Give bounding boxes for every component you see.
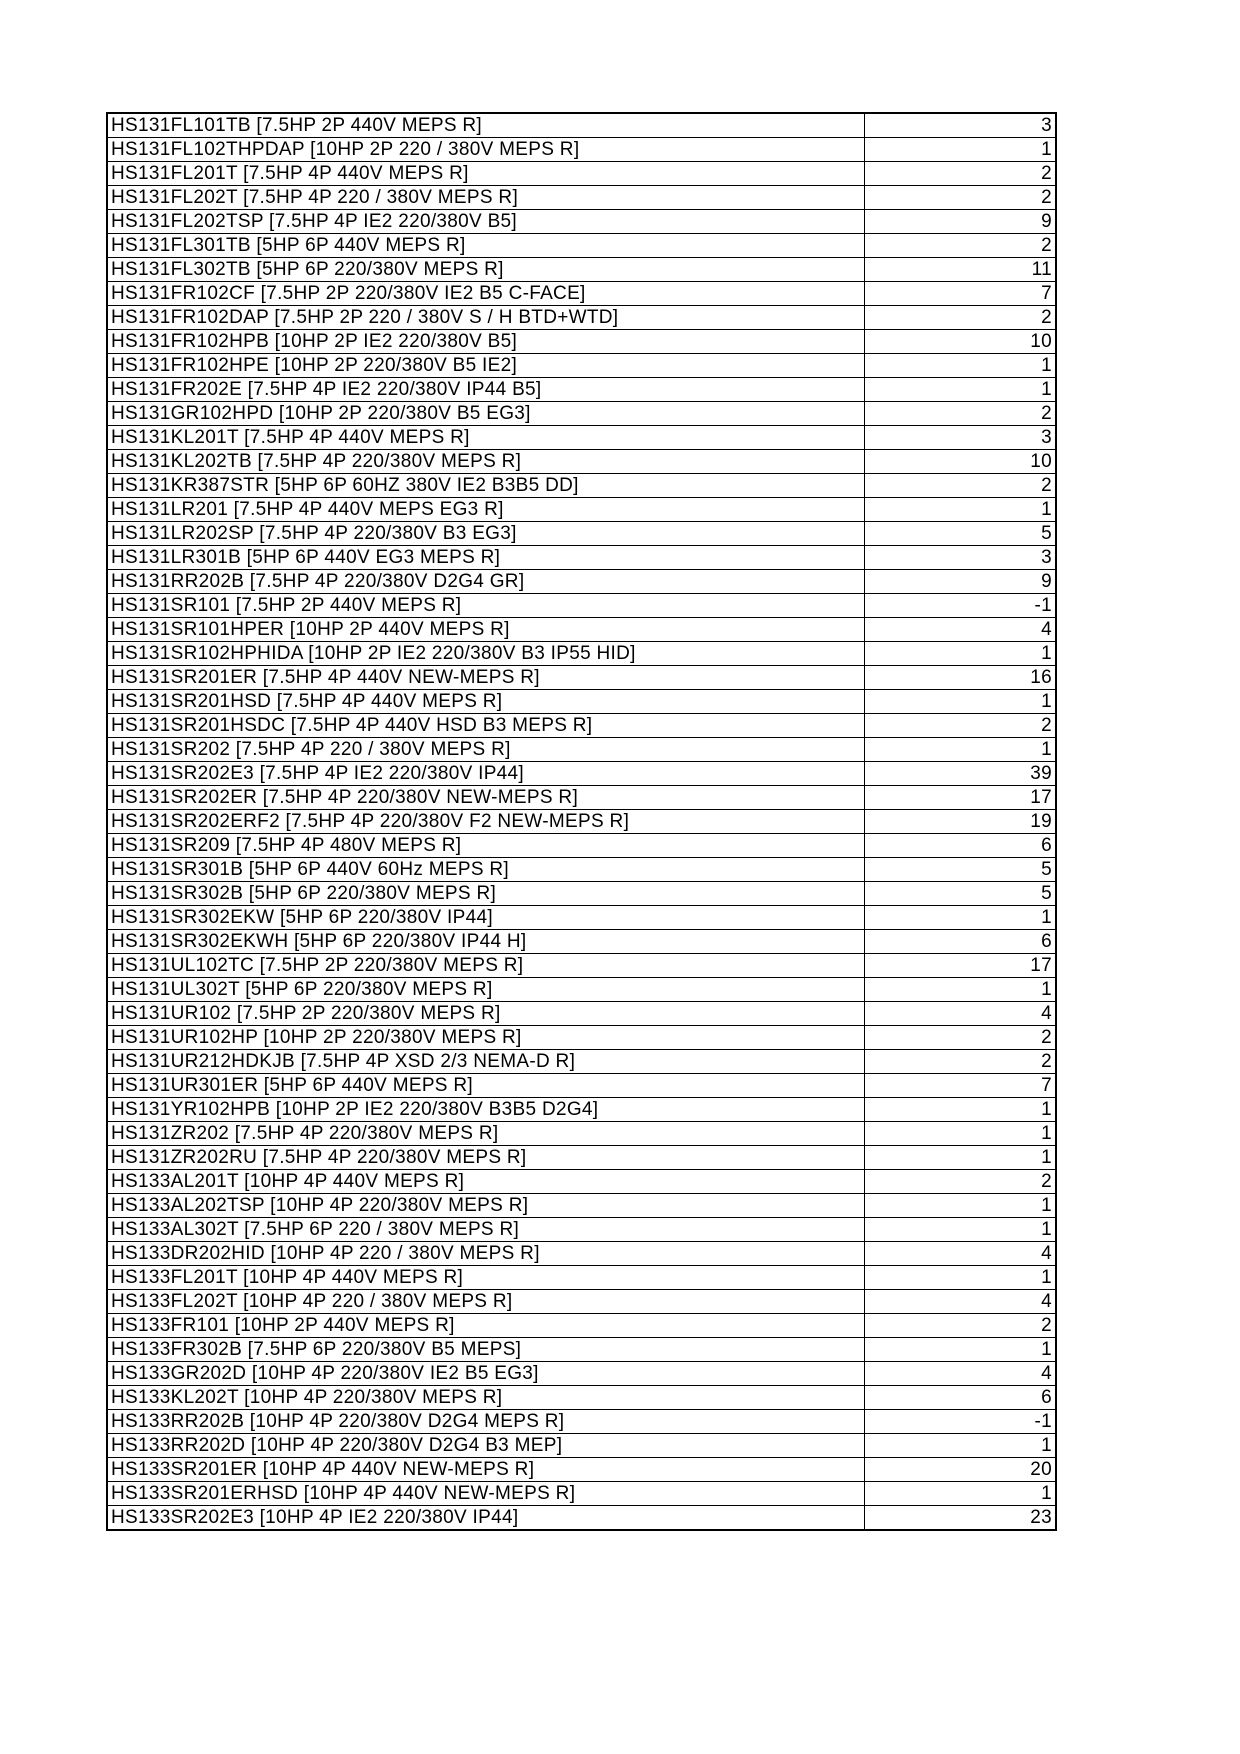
item-description-cell: HS133GR202D [10HP 4P 220/380V IE2 B5 EG3] [107, 1362, 865, 1386]
item-description-cell: HS131SR102HPHIDA [10HP 2P IE2 220/380V B3 IP55 HID] [107, 642, 865, 666]
item-quantity-cell: 5 [865, 882, 1057, 906]
item-description-cell: HS133SR201ER [10HP 4P 440V NEW-MEPS R] [107, 1458, 865, 1482]
table-row [107, 1122, 1056, 1146]
table-row [107, 378, 1056, 402]
table-row [107, 1050, 1056, 1074]
item-description-cell: HS131SR201HSD [7.5HP 4P 440V MEPS R] [107, 690, 865, 714]
table-row [107, 1074, 1056, 1098]
table-row [107, 1170, 1056, 1194]
item-quantity-cell: 1 [865, 1218, 1057, 1242]
table-row [107, 162, 1056, 186]
item-description-cell: HS131LR301B [5HP 6P 440V EG3 MEPS R] [107, 546, 865, 570]
table-row [107, 234, 1056, 258]
item-quantity-cell: 5 [865, 858, 1057, 882]
item-description-cell: HS131UL102TC [7.5HP 2P 220/380V MEPS R] [107, 954, 865, 978]
table-row [107, 426, 1056, 450]
item-description-cell: HS131SR101 [7.5HP 2P 440V MEPS R] [107, 594, 865, 618]
table-row [107, 1026, 1056, 1050]
item-quantity-cell: 2 [865, 162, 1057, 186]
item-description-cell: HS133KL202T [10HP 4P 220/380V MEPS R] [107, 1386, 865, 1410]
item-quantity-cell: 5 [865, 522, 1057, 546]
item-quantity-cell: 10 [865, 450, 1057, 474]
table-row [107, 138, 1056, 162]
item-quantity-cell: 1 [865, 690, 1057, 714]
table-row [107, 1098, 1056, 1122]
table-row [107, 522, 1056, 546]
item-description-cell: HS131FR102DAP [7.5HP 2P 220 / 380V S / H BTD+WTD] [107, 306, 865, 330]
item-description-cell: HS131LR201 [7.5HP 4P 440V MEPS EG3 R] [107, 498, 865, 522]
item-description-cell: HS131FR102HPE [10HP 2P 220/380V B5 IE2] [107, 354, 865, 378]
table-row [107, 450, 1056, 474]
item-quantity-cell: 3 [865, 546, 1057, 570]
item-quantity-cell: 1 [865, 978, 1057, 1002]
table-row [107, 306, 1056, 330]
item-description-cell: HS133AL201T [10HP 4P 440V MEPS R] [107, 1170, 865, 1194]
item-quantity-cell: 4 [865, 618, 1057, 642]
table-row [107, 402, 1056, 426]
item-description-cell: HS131SR101HPER [10HP 2P 440V MEPS R] [107, 618, 865, 642]
table-row [107, 1434, 1056, 1458]
table-row [107, 858, 1056, 882]
item-quantity-cell: -1 [865, 594, 1057, 618]
table-row [107, 882, 1056, 906]
item-description-cell: HS131SR202ER [7.5HP 4P 220/380V NEW-MEPS R] [107, 786, 865, 810]
item-quantity-cell: 2 [865, 1026, 1057, 1050]
item-quantity-cell: 16 [865, 666, 1057, 690]
inventory-table [106, 112, 1057, 1531]
table-row [107, 834, 1056, 858]
item-description-cell: HS133FL202T [10HP 4P 220 / 380V MEPS R] [107, 1290, 865, 1314]
item-description-cell: HS133FR101 [10HP 2P 440V MEPS R] [107, 1314, 865, 1338]
item-quantity-cell: 1 [865, 906, 1057, 930]
item-quantity-cell: 6 [865, 930, 1057, 954]
item-description-cell: HS131KL202TB [7.5HP 4P 220/380V MEPS R] [107, 450, 865, 474]
item-quantity-cell: 1 [865, 138, 1057, 162]
inventory-table-body [107, 113, 1056, 1530]
item-description-cell: HS131SR201HSDC [7.5HP 4P 440V HSD B3 MEPS R] [107, 714, 865, 738]
item-quantity-cell: 1 [865, 1146, 1057, 1170]
table-row [107, 1362, 1056, 1386]
item-description-cell: HS133SR202E3 [10HP 4P IE2 220/380V IP44] [107, 1506, 865, 1531]
item-description-cell: HS131GR102HPD [10HP 2P 220/380V B5 EG3] [107, 402, 865, 426]
table-row [107, 1410, 1056, 1434]
item-description-cell: HS131FL101TB [7.5HP 2P 440V MEPS R] [107, 113, 865, 138]
table-row [107, 1458, 1056, 1482]
item-description-cell: HS131FL202TSP [7.5HP 4P IE2 220/380V B5] [107, 210, 865, 234]
table-row [107, 978, 1056, 1002]
item-description-cell: HS131ZR202RU [7.5HP 4P 220/380V MEPS R] [107, 1146, 865, 1170]
item-quantity-cell: 1 [865, 1122, 1057, 1146]
item-quantity-cell: 2 [865, 234, 1057, 258]
table-row [107, 1194, 1056, 1218]
item-description-cell: HS131SR302EKWH [5HP 6P 220/380V IP44 H] [107, 930, 865, 954]
table-row [107, 113, 1056, 138]
table-row [107, 1290, 1056, 1314]
table-row [107, 738, 1056, 762]
item-description-cell: HS131SR202ERF2 [7.5HP 4P 220/380V F2 NEW-MEPS R] [107, 810, 865, 834]
item-description-cell: HS133RR202D [10HP 4P 220/380V D2G4 B3 MEP] [107, 1434, 865, 1458]
item-quantity-cell: 1 [865, 1482, 1057, 1506]
table-row [107, 1506, 1056, 1531]
table-row [107, 810, 1056, 834]
table-row [107, 666, 1056, 690]
table-row [107, 954, 1056, 978]
table-row [107, 930, 1056, 954]
table-row [107, 354, 1056, 378]
item-quantity-cell: 9 [865, 570, 1057, 594]
item-description-cell: HS131FR102CF [7.5HP 2P 220/380V IE2 B5 C-FACE] [107, 282, 865, 306]
table-row [107, 570, 1056, 594]
table-row [107, 258, 1056, 282]
item-description-cell: HS131UL302T [5HP 6P 220/380V MEPS R] [107, 978, 865, 1002]
item-description-cell: HS131ZR202 [7.5HP 4P 220/380V MEPS R] [107, 1122, 865, 1146]
item-quantity-cell: 11 [865, 258, 1057, 282]
item-quantity-cell: 4 [865, 1290, 1057, 1314]
table-row [107, 1146, 1056, 1170]
item-description-cell: HS131UR102HP [10HP 2P 220/380V MEPS R] [107, 1026, 865, 1050]
item-quantity-cell: 20 [865, 1458, 1057, 1482]
item-quantity-cell: 17 [865, 954, 1057, 978]
item-description-cell: HS131SR302B [5HP 6P 220/380V MEPS R] [107, 882, 865, 906]
item-description-cell: HS133FR302B [7.5HP 6P 220/380V B5 MEPS] [107, 1338, 865, 1362]
table-row [107, 474, 1056, 498]
table-row [107, 762, 1056, 786]
item-quantity-cell: 2 [865, 306, 1057, 330]
table-row [107, 498, 1056, 522]
item-quantity-cell: 2 [865, 714, 1057, 738]
table-row [107, 786, 1056, 810]
table-row [107, 1002, 1056, 1026]
table-row [107, 1314, 1056, 1338]
table-row [107, 546, 1056, 570]
table-row [107, 186, 1056, 210]
table-row [107, 1242, 1056, 1266]
item-description-cell: HS133DR202HID [10HP 4P 220 / 380V MEPS R] [107, 1242, 865, 1266]
item-quantity-cell: 6 [865, 1386, 1057, 1410]
item-quantity-cell: 1 [865, 354, 1057, 378]
table-row [107, 1266, 1056, 1290]
item-description-cell: HS133SR201ERHSD [10HP 4P 440V NEW-MEPS R] [107, 1482, 865, 1506]
item-quantity-cell: 1 [865, 738, 1057, 762]
table-row [107, 282, 1056, 306]
item-description-cell: HS131FL201T [7.5HP 4P 440V MEPS R] [107, 162, 865, 186]
item-description-cell: HS131LR202SP [7.5HP 4P 220/380V B3 EG3] [107, 522, 865, 546]
item-quantity-cell: -1 [865, 1410, 1057, 1434]
item-description-cell: HS131FL302TB [5HP 6P 220/380V MEPS R] [107, 258, 865, 282]
table-row [107, 1338, 1056, 1362]
item-description-cell: HS131FL202T [7.5HP 4P 220 / 380V MEPS R] [107, 186, 865, 210]
item-description-cell: HS131KR387STR [5HP 6P 60HZ 380V IE2 B3B5 DD] [107, 474, 865, 498]
item-description-cell: HS131FL102THPDAP [10HP 2P 220 / 380V MEPS R] [107, 138, 865, 162]
item-description-cell: HS131RR202B [7.5HP 4P 220/380V D2G4 GR] [107, 570, 865, 594]
item-quantity-cell: 9 [865, 210, 1057, 234]
item-quantity-cell: 19 [865, 810, 1057, 834]
table-row [107, 1218, 1056, 1242]
table-row [107, 714, 1056, 738]
item-description-cell: HS131FL301TB [5HP 6P 440V MEPS R] [107, 234, 865, 258]
item-description-cell: HS131FR102HPB [10HP 2P IE2 220/380V B5] [107, 330, 865, 354]
table-row [107, 1482, 1056, 1506]
item-quantity-cell: 1 [865, 378, 1057, 402]
table-row [107, 690, 1056, 714]
table-row [107, 1386, 1056, 1410]
item-quantity-cell: 1 [865, 1098, 1057, 1122]
item-quantity-cell: 17 [865, 786, 1057, 810]
item-description-cell: HS131UR102 [7.5HP 2P 220/380V MEPS R] [107, 1002, 865, 1026]
item-description-cell: HS131UR301ER [5HP 6P 440V MEPS R] [107, 1074, 865, 1098]
item-description-cell: HS131SR201ER [7.5HP 4P 440V NEW-MEPS R] [107, 666, 865, 690]
item-quantity-cell: 2 [865, 1050, 1057, 1074]
table-row [107, 618, 1056, 642]
item-quantity-cell: 23 [865, 1506, 1057, 1531]
item-description-cell: HS133AL302T [7.5HP 6P 220 / 380V MEPS R] [107, 1218, 865, 1242]
item-quantity-cell: 4 [865, 1002, 1057, 1026]
item-description-cell: HS131SR202 [7.5HP 4P 220 / 380V MEPS R] [107, 738, 865, 762]
item-quantity-cell: 2 [865, 402, 1057, 426]
item-description-cell: HS131SR209 [7.5HP 4P 480V MEPS R] [107, 834, 865, 858]
item-quantity-cell: 4 [865, 1362, 1057, 1386]
item-description-cell: HS133AL202TSP [10HP 4P 220/380V MEPS R] [107, 1194, 865, 1218]
item-description-cell: HS131UR212HDKJB [7.5HP 4P XSD 2/3 NEMA-D R] [107, 1050, 865, 1074]
item-description-cell: HS133FL201T [10HP 4P 440V MEPS R] [107, 1266, 865, 1290]
item-description-cell: HS131YR102HPB [10HP 2P IE2 220/380V B3B5 D2G4] [107, 1098, 865, 1122]
table-row [107, 594, 1056, 618]
item-description-cell: HS131SR301B [5HP 6P 440V 60Hz MEPS R] [107, 858, 865, 882]
table-row [107, 210, 1056, 234]
item-quantity-cell: 1 [865, 642, 1057, 666]
item-quantity-cell: 7 [865, 1074, 1057, 1098]
item-description-cell: HS131SR302EKW [5HP 6P 220/380V IP44] [107, 906, 865, 930]
item-quantity-cell: 3 [865, 426, 1057, 450]
item-description-cell: HS131FR202E [7.5HP 4P IE2 220/380V IP44 B5] [107, 378, 865, 402]
item-quantity-cell: 6 [865, 834, 1057, 858]
item-quantity-cell: 2 [865, 186, 1057, 210]
item-quantity-cell: 2 [865, 1314, 1057, 1338]
item-quantity-cell: 39 [865, 762, 1057, 786]
item-description-cell: HS131SR202E3 [7.5HP 4P IE2 220/380V IP44] [107, 762, 865, 786]
item-quantity-cell: 1 [865, 498, 1057, 522]
item-quantity-cell: 10 [865, 330, 1057, 354]
item-quantity-cell: 2 [865, 1170, 1057, 1194]
item-quantity-cell: 7 [865, 282, 1057, 306]
table-row [107, 906, 1056, 930]
item-quantity-cell: 1 [865, 1194, 1057, 1218]
item-description-cell: HS133RR202B [10HP 4P 220/380V D2G4 MEPS R] [107, 1410, 865, 1434]
item-quantity-cell: 1 [865, 1338, 1057, 1362]
item-description-cell: HS131KL201T [7.5HP 4P 440V MEPS R] [107, 426, 865, 450]
item-quantity-cell: 1 [865, 1434, 1057, 1458]
table-row [107, 330, 1056, 354]
item-quantity-cell: 1 [865, 1266, 1057, 1290]
item-quantity-cell: 3 [865, 113, 1057, 138]
item-quantity-cell: 4 [865, 1242, 1057, 1266]
table-row [107, 642, 1056, 666]
item-quantity-cell: 2 [865, 474, 1057, 498]
